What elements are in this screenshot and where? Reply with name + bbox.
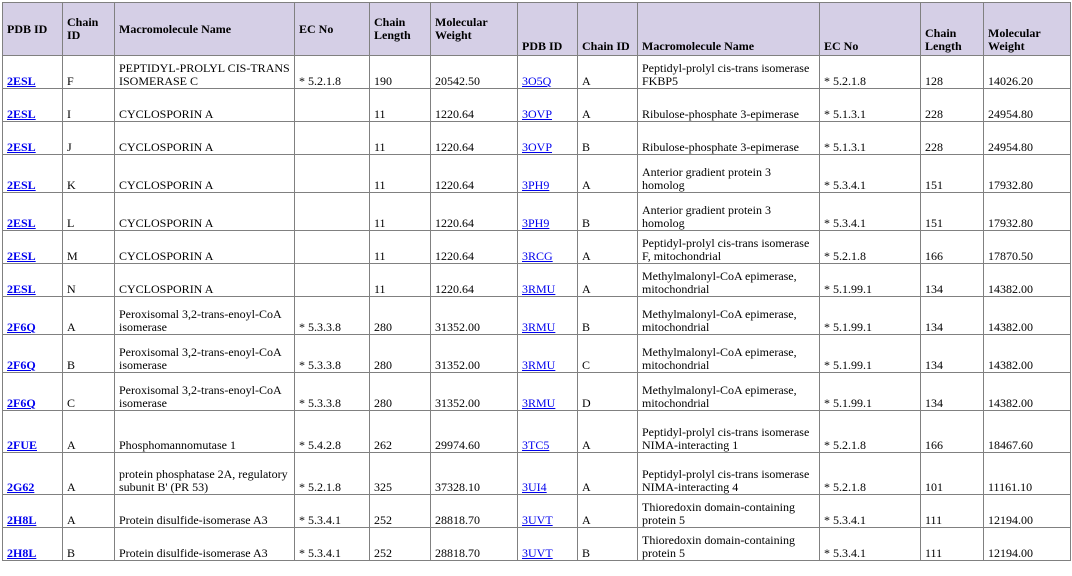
pdb-id-link[interactable]: 3RMU [522,358,556,372]
cell-macromolecule-name: Peroxisomal 3,2-trans-enoyl-CoA isomerase [115,373,295,411]
pdb-id-link[interactable]: 2G62 [7,480,35,494]
cell-chain-length: 11 [370,264,431,297]
cell-chain-id: J [63,122,115,155]
pdb-id-link[interactable]: 3RMU [522,320,556,334]
cell-ec-no-2: * 5.3.4.1 [820,193,921,231]
cell-chain-id: A [63,297,115,335]
cell-molecular-weight: 31352.00 [431,335,518,373]
cell-chain-length: 11 [370,193,431,231]
table-row [3,56,1071,89]
cell-chain-length-2: 128 [921,56,984,89]
cell-molecular-weight-2: 14026.20 [984,56,1071,89]
cell-molecular-weight: 28818.70 [431,528,518,561]
cell-macromolecule-name: Protein disulfide-isomerase A3 [115,495,295,528]
cell-chain-id-2: D [578,373,638,411]
cell-pdb-id-2 [518,411,578,453]
header-chain-length: Chain Length [370,3,431,56]
pdb-id-link[interactable]: 2ESL [7,107,36,121]
table-row [3,231,1071,264]
cell-pdb-id [3,56,63,89]
cell-ec-no: * 5.3.4.1 [295,528,370,561]
cell-chain-length-2: 134 [921,335,984,373]
cell-pdb-id-2 [518,193,578,231]
cell-molecular-weight-2: 14382.00 [984,297,1071,335]
cell-molecular-weight: 31352.00 [431,297,518,335]
cell-ec-no [295,89,370,122]
table-body [3,56,1071,561]
cell-macromolecule-name-2: Ribulose-phosphate 3-epimerase [638,89,820,122]
cell-pdb-id-2 [518,453,578,495]
cell-macromolecule-name-2: Peptidyl-prolyl cis-trans isomerase FKBP5 [638,56,820,89]
pdb-id-link[interactable]: 2ESL [7,282,36,296]
pdb-id-link[interactable]: 2ESL [7,216,36,230]
cell-macromolecule-name-2: Peptidyl-prolyl cis-trans isomerase F, mitochondrial [638,231,820,264]
cell-ec-no: * 5.3.4.1 [295,495,370,528]
cell-chain-id: L [63,193,115,231]
table-row [3,373,1071,411]
cell-molecular-weight: 1220.64 [431,155,518,193]
cell-molecular-weight: 1220.64 [431,231,518,264]
cell-chain-id: B [63,335,115,373]
pdb-id-link[interactable]: 3RMU [522,396,556,410]
header-molecular-weight: Molecular Weight [431,3,518,56]
cell-chain-id-2: A [578,453,638,495]
cell-chain-id-2: A [578,155,638,193]
cell-pdb-id-2 [518,264,578,297]
cell-chain-id-2: A [578,231,638,264]
cell-molecular-weight-2: 17870.50 [984,231,1071,264]
table-row [3,297,1071,335]
cell-chain-id-2: B [578,528,638,561]
header-macromolecule-name: Macromolecule Name [115,3,295,56]
cell-chain-id: I [63,89,115,122]
header-row [3,3,1071,56]
cell-macromolecule-name-2: Methylmalonyl-CoA epimerase, mitochondrial [638,264,820,297]
cell-molecular-weight: 20542.50 [431,56,518,89]
cell-molecular-weight-2: 18467.60 [984,411,1071,453]
cell-chain-id: M [63,231,115,264]
cell-molecular-weight: 1220.64 [431,264,518,297]
cell-ec-no-2: * 5.1.99.1 [820,264,921,297]
table-row [3,89,1071,122]
pdb-id-link[interactable]: 3OVP [522,107,553,121]
pdb-id-link[interactable]: 3TC5 [522,438,550,452]
cell-pdb-id-2 [518,56,578,89]
cell-pdb-id [3,411,63,453]
cell-chain-length: 11 [370,122,431,155]
pdb-id-link[interactable]: 3UVT [522,546,553,560]
header-chain-length-2: Chain Length [921,3,984,56]
cell-pdb-id-2 [518,155,578,193]
table-row [3,411,1071,453]
cell-ec-no-2: * 5.1.99.1 [820,335,921,373]
cell-pdb-id [3,335,63,373]
pdb-id-link[interactable]: 3OVP [522,140,553,154]
pdb-id-link[interactable]: 2ESL [7,74,36,88]
pdb-id-link[interactable]: 3O5Q [522,74,552,88]
cell-pdb-id [3,89,63,122]
cell-chain-length-2: 228 [921,122,984,155]
cell-pdb-id [3,193,63,231]
cell-chain-length: 11 [370,231,431,264]
pdb-id-link[interactable]: 2F6Q [7,396,36,410]
cell-macromolecule-name: CYCLOSPORIN A [115,264,295,297]
cell-molecular-weight: 1220.64 [431,193,518,231]
cell-macromolecule-name: Phosphomannomutase 1 [115,411,295,453]
cell-chain-id-2: A [578,495,638,528]
cell-molecular-weight-2: 12194.00 [984,528,1071,561]
header-macromolecule-name-2: Macromolecule Name [638,3,820,56]
cell-pdb-id-2 [518,528,578,561]
cell-molecular-weight-2: 14382.00 [984,335,1071,373]
table-row [3,528,1071,561]
pdb-id-link[interactable]: 2F6Q [7,320,36,334]
cell-chain-length-2: 228 [921,89,984,122]
cell-molecular-weight-2: 14382.00 [984,373,1071,411]
pdb-id-link[interactable]: 2ESL [7,140,36,154]
pdb-id-link[interactable]: 3UI4 [522,480,547,494]
cell-chain-length: 280 [370,373,431,411]
cell-pdb-id [3,453,63,495]
cell-chain-length: 252 [370,495,431,528]
cell-macromolecule-name-2: Peptidyl-prolyl cis-trans isomerase NIMA-interacting 1 [638,411,820,453]
cell-macromolecule-name-2: Methylmalonyl-CoA epimerase, mitochondrial [638,373,820,411]
pdb-id-link[interactable]: 3PH9 [522,178,550,192]
header-pdb-id: PDB ID [3,3,63,56]
cell-ec-no-2: * 5.1.3.1 [820,89,921,122]
cell-chain-length-2: 101 [921,453,984,495]
cell-ec-no-2: * 5.2.1.8 [820,453,921,495]
cell-chain-length-2: 111 [921,495,984,528]
cell-chain-length-2: 151 [921,155,984,193]
cell-ec-no [295,264,370,297]
header-chain-id: Chain ID [63,3,115,56]
cell-ec-no-2: * 5.2.1.8 [820,411,921,453]
pdb-id-link[interactable]: 3RMU [522,282,556,296]
header-ec-no-2: EC No [820,3,921,56]
cell-chain-id: K [63,155,115,193]
cell-chain-length: 325 [370,453,431,495]
cell-ec-no-2: * 5.3.4.1 [820,155,921,193]
cell-molecular-weight-2: 14382.00 [984,264,1071,297]
cell-macromolecule-name: Peroxisomal 3,2-trans-enoyl-CoA isomerase [115,335,295,373]
pdb-id-link[interactable]: 3UVT [522,513,553,527]
cell-ec-no-2: * 5.1.99.1 [820,297,921,335]
cell-chain-id: A [63,411,115,453]
cell-macromolecule-name: CYCLOSPORIN A [115,155,295,193]
cell-chain-length: 280 [370,297,431,335]
table-row [3,122,1071,155]
header-pdb-id-2: PDB ID [518,3,578,56]
cell-macromolecule-name: Peroxisomal 3,2-trans-enoyl-CoA isomerase [115,297,295,335]
cell-pdb-id [3,231,63,264]
cell-chain-length-2: 134 [921,264,984,297]
cell-chain-length: 280 [370,335,431,373]
cell-ec-no [295,193,370,231]
cell-ec-no: * 5.2.1.8 [295,453,370,495]
cell-chain-id-2: C [578,335,638,373]
table-row [3,193,1071,231]
cell-chain-length-2: 134 [921,297,984,335]
cell-ec-no: * 5.3.3.8 [295,297,370,335]
header-ec-no: EC No [295,3,370,56]
cell-molecular-weight-2: 12194.00 [984,495,1071,528]
table-row [3,453,1071,495]
cell-macromolecule-name-2: Anterior gradient protein 3 homolog [638,155,820,193]
table-row [3,155,1071,193]
cell-ec-no-2: * 5.1.99.1 [820,373,921,411]
cell-chain-length: 252 [370,528,431,561]
cell-chain-id-2: A [578,411,638,453]
pdb-id-link[interactable]: 2H8L [7,513,37,527]
cell-pdb-id [3,528,63,561]
cell-pdb-id-2 [518,89,578,122]
cell-pdb-id-2 [518,335,578,373]
cell-pdb-id [3,155,63,193]
cell-ec-no: * 5.4.2.8 [295,411,370,453]
cell-macromolecule-name-2: Methylmalonyl-CoA epimerase, mitochondrial [638,297,820,335]
table-row [3,335,1071,373]
cell-molecular-weight: 29974.60 [431,411,518,453]
cell-pdb-id-2 [518,297,578,335]
pdb-id-link[interactable]: 3RCG [522,249,553,263]
cell-pdb-id [3,495,63,528]
cell-chain-id-2: B [578,297,638,335]
cell-pdb-id [3,122,63,155]
cell-chain-id-2: A [578,56,638,89]
cell-macromolecule-name-2: Methylmalonyl-CoA epimerase, mitochondrial [638,335,820,373]
cell-chain-id: B [63,528,115,561]
pdb-id-link[interactable]: 2ESL [7,249,36,263]
table-row [3,264,1071,297]
cell-molecular-weight-2: 11161.10 [984,453,1071,495]
cell-chain-id: F [63,56,115,89]
cell-chain-length-2: 134 [921,373,984,411]
cell-chain-length-2: 111 [921,528,984,561]
cell-ec-no-2: * 5.3.4.1 [820,495,921,528]
cell-chain-length-2: 151 [921,193,984,231]
cell-chain-length: 11 [370,155,431,193]
cell-molecular-weight-2: 24954.80 [984,122,1071,155]
cell-chain-length: 190 [370,56,431,89]
cell-macromolecule-name: CYCLOSPORIN A [115,193,295,231]
cell-pdb-id [3,264,63,297]
cell-molecular-weight: 28818.70 [431,495,518,528]
cell-chain-id: A [63,495,115,528]
macromolecule-table [2,2,1071,561]
header-molecular-weight-2: Molecular Weight [984,3,1071,56]
cell-pdb-id-2 [518,122,578,155]
cell-molecular-weight: 1220.64 [431,122,518,155]
cell-pdb-id [3,297,63,335]
cell-macromolecule-name-2: Thioredoxin domain-containing protein 5 [638,528,820,561]
cell-pdb-id [3,373,63,411]
table-row [3,495,1071,528]
cell-ec-no: * 5.3.3.8 [295,335,370,373]
cell-ec-no [295,231,370,264]
pdb-id-link[interactable]: 3PH9 [522,216,550,230]
cell-macromolecule-name: CYCLOSPORIN A [115,89,295,122]
cell-chain-id: A [63,453,115,495]
cell-ec-no-2: * 5.2.1.8 [820,231,921,264]
cell-molecular-weight-2: 24954.80 [984,89,1071,122]
cell-molecular-weight-2: 17932.80 [984,155,1071,193]
cell-chain-length-2: 166 [921,231,984,264]
cell-macromolecule-name-2: Ribulose-phosphate 3-epimerase [638,122,820,155]
cell-chain-id: C [63,373,115,411]
cell-molecular-weight-2: 17932.80 [984,193,1071,231]
cell-ec-no [295,122,370,155]
cell-ec-no-2: * 5.1.3.1 [820,122,921,155]
pdb-id-link[interactable]: 2H8L [7,546,37,560]
cell-macromolecule-name: PEPTIDYL-PROLYL CIS-TRANS ISOMERASE C [115,56,295,89]
cell-macromolecule-name-2: Anterior gradient protein 3 homolog [638,193,820,231]
cell-chain-id-2: A [578,89,638,122]
cell-chain-length: 262 [370,411,431,453]
cell-ec-no: * 5.2.1.8 [295,56,370,89]
cell-macromolecule-name-2: Peptidyl-prolyl cis-trans isomerase NIMA-interacting 4 [638,453,820,495]
pdb-id-link[interactable]: 2FUE [7,438,37,452]
pdb-id-link[interactable]: 2ESL [7,178,36,192]
cell-macromolecule-name-2: Thioredoxin domain-containing protein 5 [638,495,820,528]
cell-macromolecule-name: CYCLOSPORIN A [115,231,295,264]
pdb-id-link[interactable]: 2F6Q [7,358,36,372]
cell-pdb-id-2 [518,373,578,411]
cell-molecular-weight: 1220.64 [431,89,518,122]
cell-ec-no-2: * 5.2.1.8 [820,56,921,89]
cell-chain-length: 11 [370,89,431,122]
cell-chain-id-2: B [578,193,638,231]
cell-pdb-id-2 [518,495,578,528]
cell-ec-no [295,155,370,193]
cell-chain-id: N [63,264,115,297]
cell-chain-id-2: A [578,264,638,297]
cell-pdb-id-2 [518,231,578,264]
header-chain-id-2: Chain ID [578,3,638,56]
cell-ec-no: * 5.3.3.8 [295,373,370,411]
cell-chain-id-2: B [578,122,638,155]
cell-molecular-weight: 31352.00 [431,373,518,411]
cell-molecular-weight: 37328.10 [431,453,518,495]
cell-macromolecule-name: protein phosphatase 2A, regulatory subunit B' (PR 53) [115,453,295,495]
cell-ec-no-2: * 5.3.4.1 [820,528,921,561]
cell-macromolecule-name: Protein disulfide-isomerase A3 [115,528,295,561]
cell-macromolecule-name: CYCLOSPORIN A [115,122,295,155]
cell-chain-length-2: 166 [921,411,984,453]
